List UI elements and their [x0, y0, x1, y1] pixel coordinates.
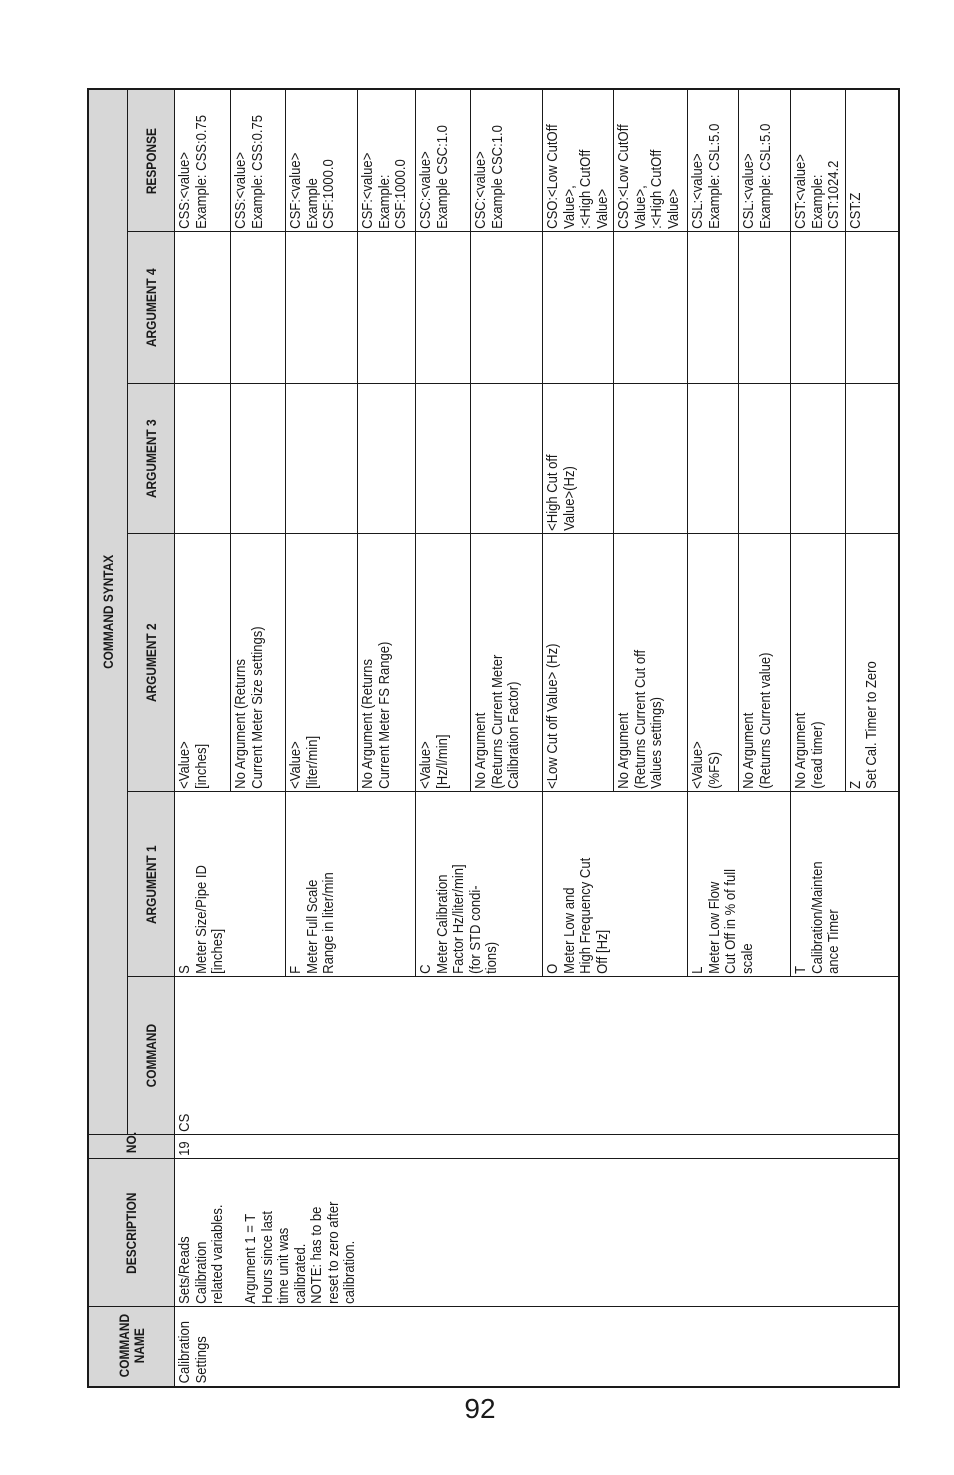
cell-argument-3: [358, 399, 416, 534]
cell-argument-4: [286, 247, 358, 384]
cell-response: CSO:<Low CutOff Value>, :<High CutOff Value>: [614, 103, 688, 232]
cell-response: CSC:<value> Example CSC:1.0: [416, 103, 471, 232]
cell-argument-2: No Argument (Returns Current value): [739, 560, 791, 792]
cell-argument-4: [471, 247, 543, 384]
cell-argument-3: [231, 399, 286, 534]
header-no: NO.: [88, 1135, 175, 1159]
cell-argument-3: [614, 399, 688, 534]
table-row: [175, 89, 231, 1387]
cell-argument-3: [416, 399, 471, 534]
cell-argument-4: [614, 247, 688, 384]
header-argument-2: ARGUMENT 2: [128, 534, 175, 792]
cell-argument-3: <High Cut off Value>(Hz): [543, 399, 614, 534]
cell-no: 19: [175, 1137, 900, 1159]
page-number: 92: [464, 1393, 496, 1424]
cell-argument-4: [543, 247, 614, 384]
cell-argument-1: T Calibration/Mainten ance Timer: [791, 811, 900, 978]
cell-response: CSO:<Low CutOff Value>, :<High CutOff Value>: [543, 103, 614, 232]
cell-argument-1: L Meter Low Flow Cut Off in % of full scale: [688, 811, 791, 978]
cell-argument-2: No Argument (Returns Current Cut off Values settings): [614, 560, 688, 792]
cell-argument-4: [845, 247, 899, 384]
table-body: [175, 89, 900, 1387]
cell-argument-2: <Value> [liter/min]: [286, 560, 358, 792]
cell-argument-2: No Argument (Returns Current Meter Size settings): [231, 560, 286, 792]
header-response: RESPONSE: [128, 89, 175, 232]
cell-response: CSF:<value> Example CSF:1000.0: [286, 103, 358, 232]
cell-argument-2: <Value> [Hz/l/min]: [416, 560, 471, 792]
cell-response: CST:<value> Example: CST:1024.2: [791, 103, 846, 232]
rotated-page: [87, 90, 880, 1388]
cell-argument-4: [416, 247, 471, 384]
cell-argument-4: [175, 247, 231, 384]
cell-response: CSS:<value> Example: CSS:0.75: [175, 103, 231, 232]
header-command-syntax: COMMAND SYNTAX: [88, 89, 128, 1135]
cell-response: CSL:<value> Example: CSL:5.0: [739, 103, 791, 232]
cell-argument-3: [471, 399, 543, 534]
header-description: DESCRIPTION: [88, 1159, 175, 1307]
header-command-name: COMMAND NAME: [88, 1307, 175, 1387]
cell-command-name: Calibration Settings: [175, 1315, 900, 1387]
cell-argument-3: [286, 399, 358, 534]
cell-argument-4: [358, 247, 416, 384]
cell-argument-2: No Argument (Returns Current Meter Calibration Factor): [471, 560, 543, 792]
cell-command: CS: [175, 993, 900, 1135]
header-command: COMMAND: [128, 977, 175, 1135]
cell-response: CSF:<value> Example: CSF:1000.0: [358, 103, 416, 232]
command-table: [87, 88, 900, 1388]
cell-argument-2: <Value> (%FS): [688, 560, 739, 792]
cell-argument-3: [739, 399, 791, 534]
header-argument-3: ARGUMENT 3: [128, 384, 175, 534]
cell-argument-3: [688, 399, 739, 534]
cell-argument-2: No Argument (Returns Current Meter FS Range): [358, 560, 416, 792]
cell-argument-2: No Argument (read timer): [791, 560, 846, 792]
cell-argument-3: [791, 399, 846, 534]
cell-argument-3: [175, 399, 231, 534]
cell-argument-1: C Meter Calibration Factor Hz/liter/min] (for STD condi- tions): [416, 811, 543, 978]
cell-response: CST:Z: [845, 103, 899, 232]
cell-argument-4: [791, 247, 846, 384]
cell-description: Sets/Reads Calibration related variables. Argument 1 = T Hours since last time unit was calibrated. NOTE: has to be reset to zero after calibration.: [175, 1174, 900, 1307]
cell-argument-3: [845, 399, 899, 534]
cell-argument-4: [688, 247, 739, 384]
cell-argument-1: O Meter Low and High Frequency Cut Off [Hz]: [543, 811, 688, 978]
cell-argument-1: F Meter Full Scale Range in liter/min: [286, 811, 416, 978]
header-argument-4: ARGUMENT 4: [128, 232, 175, 384]
cell-argument-4: [231, 247, 286, 384]
cell-response: CSC:<value> Example CSC:1.0: [471, 103, 543, 232]
cell-argument-4: [739, 247, 791, 384]
cell-argument-1: S Meter Size/Pipe ID [inches]: [175, 811, 286, 978]
cell-argument-2: <Low Cut off Value> (Hz): [543, 560, 614, 792]
cell-argument-2: <Value> [inches]: [175, 560, 231, 792]
cell-response: CSL:<value> Example: CSL:5.0: [688, 103, 739, 232]
cell-argument-2: Z Set Cal. Timer to Zero: [845, 560, 899, 792]
cell-response: CSS:<value> Example: CSS:0.75: [231, 103, 286, 232]
header-argument-1: ARGUMENT 1: [128, 792, 175, 977]
